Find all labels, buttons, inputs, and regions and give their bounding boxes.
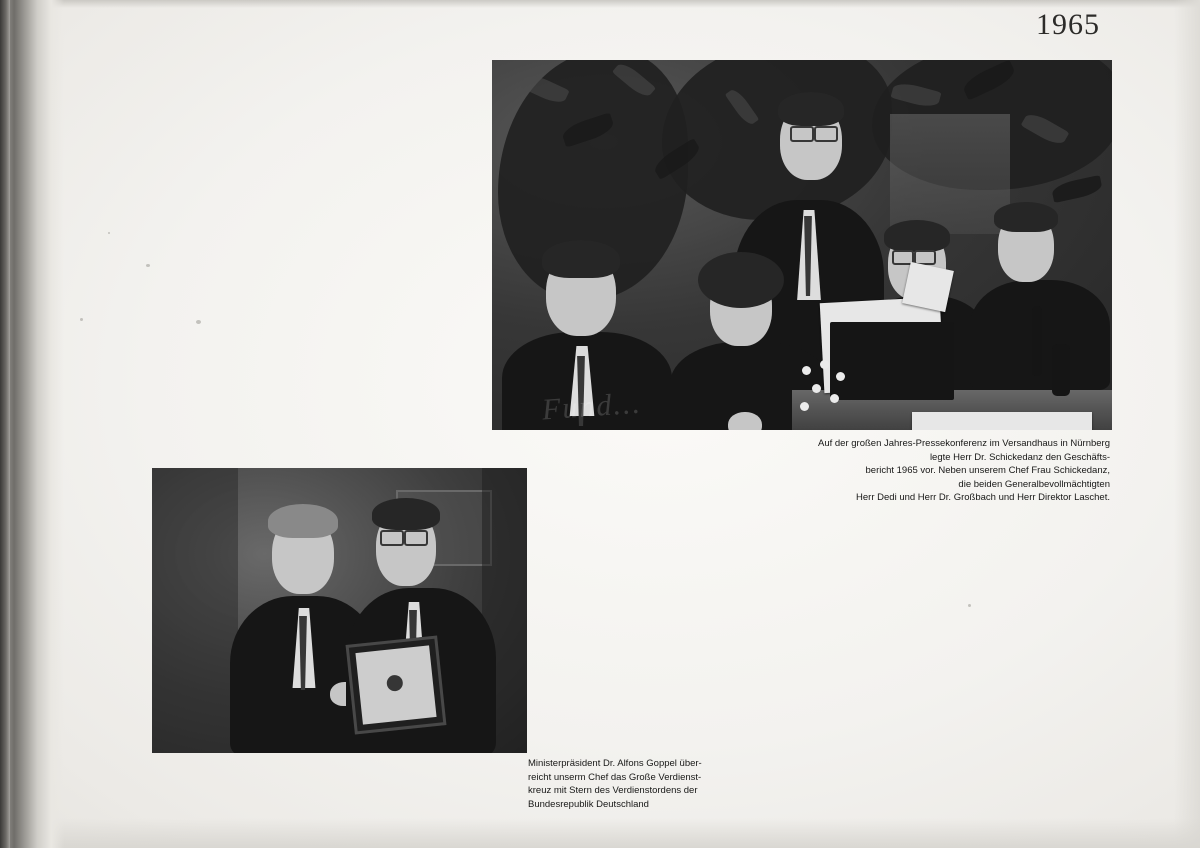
hand-icon bbox=[728, 412, 762, 430]
page-bottom-edge bbox=[0, 818, 1200, 848]
flower-bloom-icon bbox=[836, 372, 845, 381]
caption-line: bericht 1965 vor. Neben unserem Chef Frau Schickedanz, bbox=[865, 465, 1110, 476]
flower-arrangement bbox=[792, 360, 872, 430]
scan-speck bbox=[968, 604, 971, 607]
scan-speck bbox=[80, 318, 83, 321]
wall-panel bbox=[890, 114, 1010, 234]
hair-icon bbox=[372, 498, 440, 530]
caption-line: reicht unserm Chef das Große Verdienst- bbox=[528, 771, 702, 783]
press-conference-photo bbox=[492, 60, 1112, 430]
hair-icon bbox=[778, 92, 844, 126]
scan-speck bbox=[146, 264, 150, 267]
glasses-icon bbox=[790, 126, 814, 142]
hair-icon bbox=[994, 202, 1058, 232]
flower-bloom-icon bbox=[830, 394, 839, 403]
press-conference-caption bbox=[760, 437, 1110, 505]
page-top-edge bbox=[0, 0, 1200, 8]
microphone-icon bbox=[1032, 306, 1042, 376]
flower-bloom-icon bbox=[800, 402, 809, 411]
caption-line: Ministerpräsident Dr. Alfons Goppel über- bbox=[528, 758, 702, 769]
caption-line: kreuz mit Stern des Verdienstordens der bbox=[528, 785, 698, 796]
wall-panel bbox=[152, 468, 238, 753]
award-ceremony-caption bbox=[528, 757, 748, 811]
bottle-icon bbox=[1052, 344, 1070, 396]
hair-icon bbox=[698, 252, 784, 308]
glasses-icon bbox=[814, 126, 838, 142]
page-title: 1965 bbox=[1036, 8, 1100, 41]
caption-line: die beiden Generalbevollmächtigten bbox=[958, 478, 1110, 490]
glasses-icon bbox=[404, 530, 428, 546]
caption-line: Bundesrepublik Deutschland bbox=[528, 798, 649, 810]
glasses-icon bbox=[380, 530, 404, 546]
book-spine-edge bbox=[0, 0, 10, 848]
page-right-edge bbox=[1174, 0, 1200, 848]
caption-line: Herr Dedi und Herr Dr. Großbach und Herr Direktor Laschet. bbox=[856, 492, 1110, 503]
caption-line: legte Herr Dr. Schickedanz den Geschäfts- bbox=[929, 451, 1110, 463]
document-papers bbox=[912, 412, 1092, 430]
scan-speck bbox=[108, 232, 110, 234]
scan-speck bbox=[196, 320, 201, 324]
flower-bloom-icon bbox=[820, 360, 829, 369]
hair-icon bbox=[542, 240, 620, 278]
award-case bbox=[346, 635, 447, 734]
document-papers bbox=[902, 262, 954, 312]
hair-icon bbox=[884, 220, 950, 252]
award-ceremony-photo bbox=[152, 468, 527, 753]
flower-bloom-icon bbox=[802, 366, 811, 375]
caption-line: Auf der großen Jahres-Pressekonferenz im Versandhaus in Nürnberg bbox=[817, 438, 1110, 449]
flower-bloom-icon bbox=[812, 384, 821, 393]
hair-icon bbox=[268, 504, 338, 538]
